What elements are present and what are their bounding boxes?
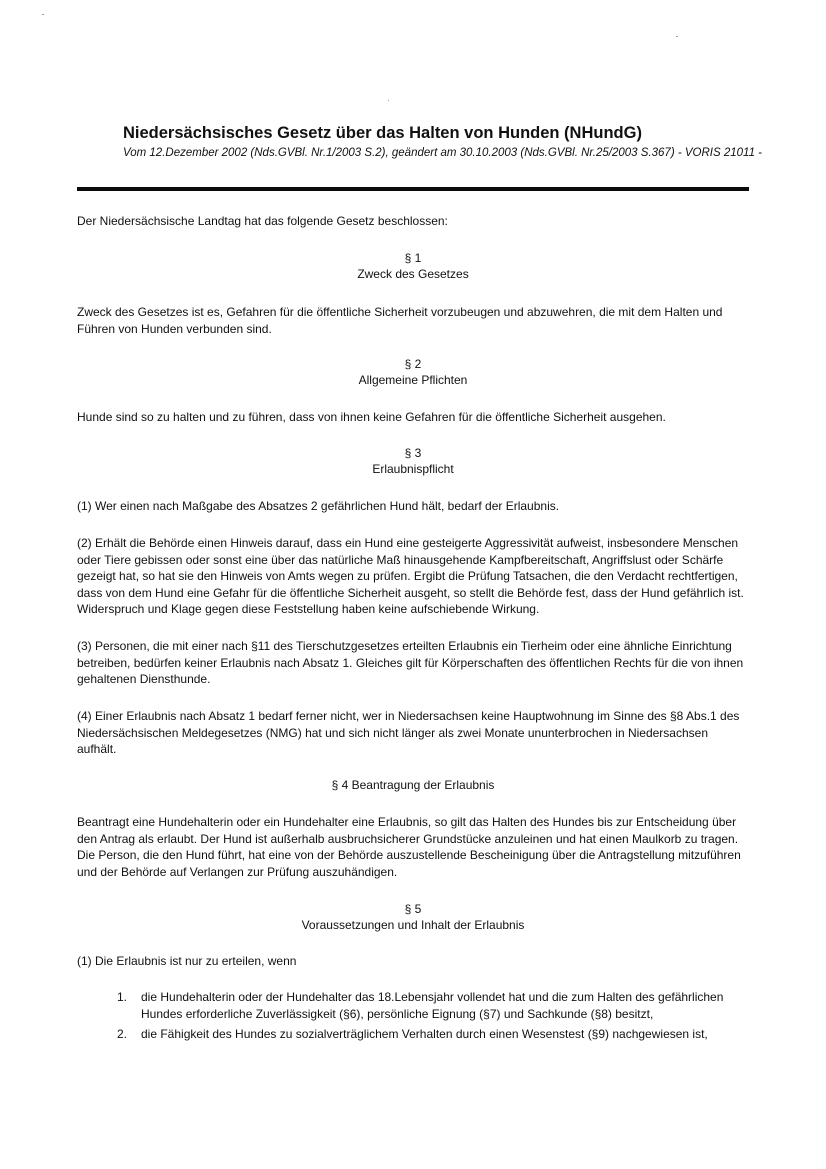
section-5-paragraph-1: (1) Die Erlaubnis ist nur zu erteilen, wenn bbox=[77, 954, 297, 968]
section-2-number: § 2 bbox=[404, 357, 422, 371]
section-5-condition-list bbox=[77, 989, 749, 1043]
section-1-text: Zweck des Gesetzes ist es, Gefahren für die öffentliche Sicherheit vorzubeugen und abzuwehren, die mit dem Halten und Führen von Hunden verbunden sind. bbox=[77, 305, 723, 336]
header-divider bbox=[77, 187, 749, 191]
section-3-number: § 3 bbox=[404, 446, 422, 460]
section-3-title: Erlaubnispflicht bbox=[372, 462, 454, 476]
section-3-paragraph-1: (1) Wer einen nach Maßgabe des Absatzes 2 gefährlichen Hund hält, bedarf der Erlaubnis. bbox=[77, 499, 560, 513]
list-item-number: 1. bbox=[117, 990, 128, 1004]
list-item-number: 2. bbox=[117, 1027, 128, 1041]
section-1-title: Zweck des Gesetzes bbox=[357, 267, 469, 281]
section-3-paragraph-2: (2) Erhält die Behörde einen Hinweis darauf, dass ein Hund eine gesteigerte Aggressivität aufweist, insbesondere Menschen oder Tiere gebissen oder sonst eine über das natürliche Maß hinausgehende Kampfbereitschaft, Angriffslust oder Schärfe gezeigt hat, so hat sie den Hinweis von Amts wegen zu prüfen. Ergibt die Prüfung Tatsachen, die den Verdacht rechtfertigen, dass von dem Hund eine Gefahr für die öffentliche Sicherheit ausgeht, so stellt die Behörde fest, dass der Hund gefährlich ist. Widerspruch und Klage gegen diese Feststellung haben keine aufschiebende Wirkung. bbox=[77, 536, 744, 616]
section-2-title: Allgemeine Pflichten bbox=[358, 373, 468, 387]
list-item-text: die Hundehalterin oder der Hundehalter das 18.Lebensjahr vollendet hat und die zum Halten des gefährlichen Hundes erforderliche Zuverlässigkeit (§6), persönliche Eignung (§7) und Sachkunde (§8) besitzt, bbox=[141, 990, 724, 1021]
scan-speck bbox=[42, 14, 44, 15]
section-3-paragraph-4: (4) Einer Erlaubnis nach Absatz 1 bedarf ferner nicht, wer in Niedersachsen keine Hauptwohnung im Sinne des §8 Abs.1 des Niedersächsischen Meldegesetzes (NMG) hat und sich nicht länger als zwei Monate ununterbrochen in Niedersachsen aufhält. bbox=[77, 709, 740, 756]
section-5-number: § 5 bbox=[404, 902, 422, 916]
intro-text: Der Niedersächsische Landtag hat das folgende Gesetz beschlossen: bbox=[77, 214, 448, 228]
section-4-text: Beantragt eine Hundehalterin oder ein Hundehalter eine Erlaubnis, so gilt das Halten des Hundes bis zur Entscheidung über den Antrag als erlaubt. Der Hund ist außerhalb ausbruchsicherer Grundstücke anzuleinen und hat einen Maulkorb zu tragen. Die Person, die den Hund führt, hat eine von der Behörde auszustellende Bescheinigung über die Antragstellung mitzuführen und der Behörde auf Verlangen zur Prüfung auszuhändigen. bbox=[77, 815, 741, 879]
section-4-heading: § 4 Beantragung der Erlaubnis bbox=[331, 778, 495, 792]
section-5-title: Voraussetzungen und Inhalt der Erlaubnis bbox=[301, 918, 525, 932]
list-item bbox=[77, 1026, 749, 1043]
scan-speck bbox=[676, 36, 678, 37]
section-2-text: Hunde sind so zu halten und zu führen, dass von ihnen keine Gefahren für die öffentliche Sicherheit ausgehen. bbox=[77, 410, 666, 424]
section-1-number: § 1 bbox=[404, 251, 422, 265]
document-subtitle: Vom 12.Dezember 2002 (Nds.GVBl. Nr.1/2003 S.2), geändert am 30.10.2003 (Nds.GVBl. Nr.25/2003 S.367) - VORIS 21011 - bbox=[123, 147, 763, 159]
section-3-paragraph-3: (3) Personen, die mit einer nach §11 des Tierschutzgesetzes erteilten Erlaubnis ein Tierheim oder eine ähnliche Einrichtung betreiben, bedürfen keiner Erlaubnis nach Absatz 1. Gleiches gilt für Körperschaften des öffentlichen Rechts für die von ihnen gehaltenen Diensthunde. bbox=[77, 639, 744, 686]
list-item-text: die Fähigkeit des Hundes zu sozialverträglichem Verhalten durch einen Wesenstest (§9) nachgewiesen ist, bbox=[141, 1027, 708, 1041]
list-item bbox=[77, 989, 749, 1022]
scan-speck bbox=[388, 100, 389, 101]
document-title: Niedersächsisches Gesetz über das Halten von Hunden (NHundG) bbox=[123, 124, 642, 142]
